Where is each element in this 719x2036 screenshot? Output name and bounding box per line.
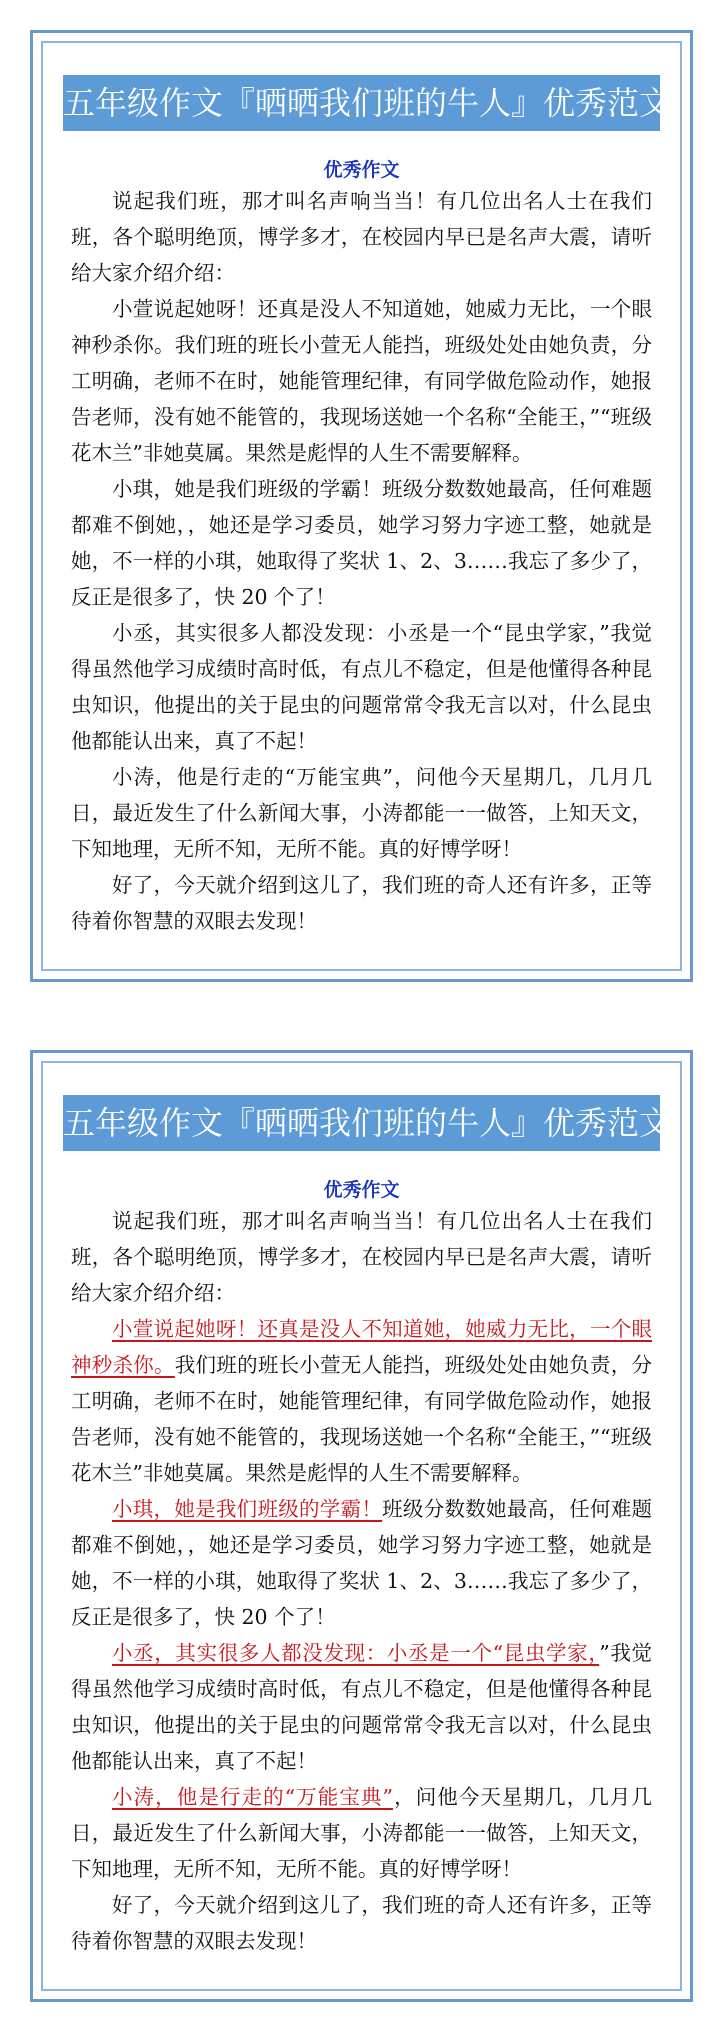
highlighted-lead-sentence: 小琪，她是我们班级的学霸！ [112, 1497, 383, 1521]
page-title: 五年级作文『晒晒我们班的牛人』优秀范文 [63, 84, 672, 122]
paragraph-closing: 好了，今天就介绍到这儿了，我们班的奇人还有许多，正等待着你智慧的双眼去发现！ [71, 1893, 652, 1953]
paragraph-rest: 班级分数数她最高，任何难题都难不倒她，，她还是学习委员，她学习努力字迹工整，她就是她，不一样的小琪，她取得了奖状 1、2、3……我忘了多少了，反正是很多了，快 20 个了！ [71, 477, 652, 609]
paragraph-lead: 小琪，她是我们班级的学霸！ [112, 477, 383, 501]
paragraph-xiaocheng [71, 1635, 652, 1779]
paragraph-rest: 我们班的班长小萱无人能挡，班级处处由她负责，分工明确，老师不在时，她能管理纪律，有同学做危险动作，她报告老师，没有她不能管的，我现场送她一个名称“全能王，”“班级花木兰”非她莫属。果然是彪悍的人生不需要解释。 [71, 1353, 652, 1485]
paragraph-xiaoqi [71, 1491, 652, 1635]
article-body [71, 1203, 652, 1959]
paragraph-rest: 我们班的班长小萱无人能挡，班级处处由她负责，分工明确，老师不在时，她能管理纪律，有同学做危险动作，她报告老师，没有她不能管的，我现场送她一个名称“全能王，”“班级花木兰”非她莫属。果然是彪悍的人生不需要解释。 [71, 333, 652, 465]
title-banner [63, 75, 672, 131]
article-subtitle: 优秀作文 [323, 159, 400, 181]
paragraph-xiaotao [71, 759, 652, 867]
article-card-annotated [30, 1050, 693, 2002]
paragraph-xiaoqi [71, 471, 652, 615]
paragraph-xiaocheng [71, 615, 652, 759]
article-subtitle: 优秀作文 [323, 1179, 400, 1201]
paragraph-xiaoxuan [71, 1311, 652, 1491]
page-title: 五年级作文『晒晒我们班的牛人』优秀范文 [63, 1104, 672, 1142]
article-card-plain [30, 30, 693, 982]
paragraph-lead: 小丞，其实很多人都没发现：小丞是一个“昆虫学家， [112, 621, 600, 645]
paragraph-intro: 说起我们班，那才叫名声响当当！有几位出名人士在我们班，各个聪明绝顶，博学多才，在校园内早已是名声大震，请听给大家介绍介绍： [71, 189, 652, 285]
paragraph-closing: 好了，今天就介绍到这儿了，我们班的奇人还有许多，正等待着你智慧的双眼去发现！ [71, 873, 652, 933]
paragraph-intro: 说起我们班，那才叫名声响当当！有几位出名人士在我们班，各个聪明绝顶，博学多才，在校园内早已是名声大震，请听给大家介绍介绍： [71, 1209, 652, 1305]
title-banner [63, 1095, 672, 1151]
paragraph-xiaotao [71, 1779, 652, 1887]
paragraph-rest: ，问他今天星期几，几月几日，最近发生了什么新闻大事，小涛都能一一做答，上知天文，下知地理，无所不知，无所不能。真的好博学呀！ [71, 765, 653, 861]
paragraph-rest: ”我觉得虽然他学习成绩时高时低，有点儿不稳定，但是他懂得各种昆虫知识，他提出的关于昆虫的问题常常令我无言以对，什么昆虫他都能认出来，真了不起！ [71, 621, 653, 753]
paragraph-rest: ，问他今天星期几，几月几日，最近发生了什么新闻大事，小涛都能一一做答，上知天文，下知地理，无所不知，无所不能。真的好博学呀！ [71, 1785, 653, 1881]
paragraph-lead: 小萱说起她呀！还真是没人不知道她，她威力无比，一个眼神秒杀你。 [71, 297, 652, 357]
highlighted-lead-sentence: 小涛，他是行走的“万能宝典” [112, 1785, 394, 1809]
highlighted-lead-sentence: 小萱说起她呀！还真是没人不知道她，她威力无比，一个眼神秒杀你。 [71, 1317, 652, 1377]
paragraph-rest: ”我觉得虽然他学习成绩时高时低，有点儿不稳定，但是他懂得各种昆虫知识，他提出的关于昆虫的问题常常令我无言以对，什么昆虫他都能认出来，真了不起！ [71, 1641, 653, 1773]
article-body [71, 183, 652, 939]
highlighted-lead-sentence: 小丞，其实很多人都没发现：小丞是一个“昆虫学家， [112, 1641, 600, 1665]
paragraph-lead: 小涛，他是行走的“万能宝典” [112, 765, 394, 789]
paragraph-rest: 班级分数数她最高，任何难题都难不倒她，，她还是学习委员，她学习努力字迹工整，她就是她，不一样的小琪，她取得了奖状 1、2、3……我忘了多少了，反正是很多了，快 20 个了！ [71, 1497, 652, 1629]
paragraph-xiaoxuan [71, 291, 652, 471]
